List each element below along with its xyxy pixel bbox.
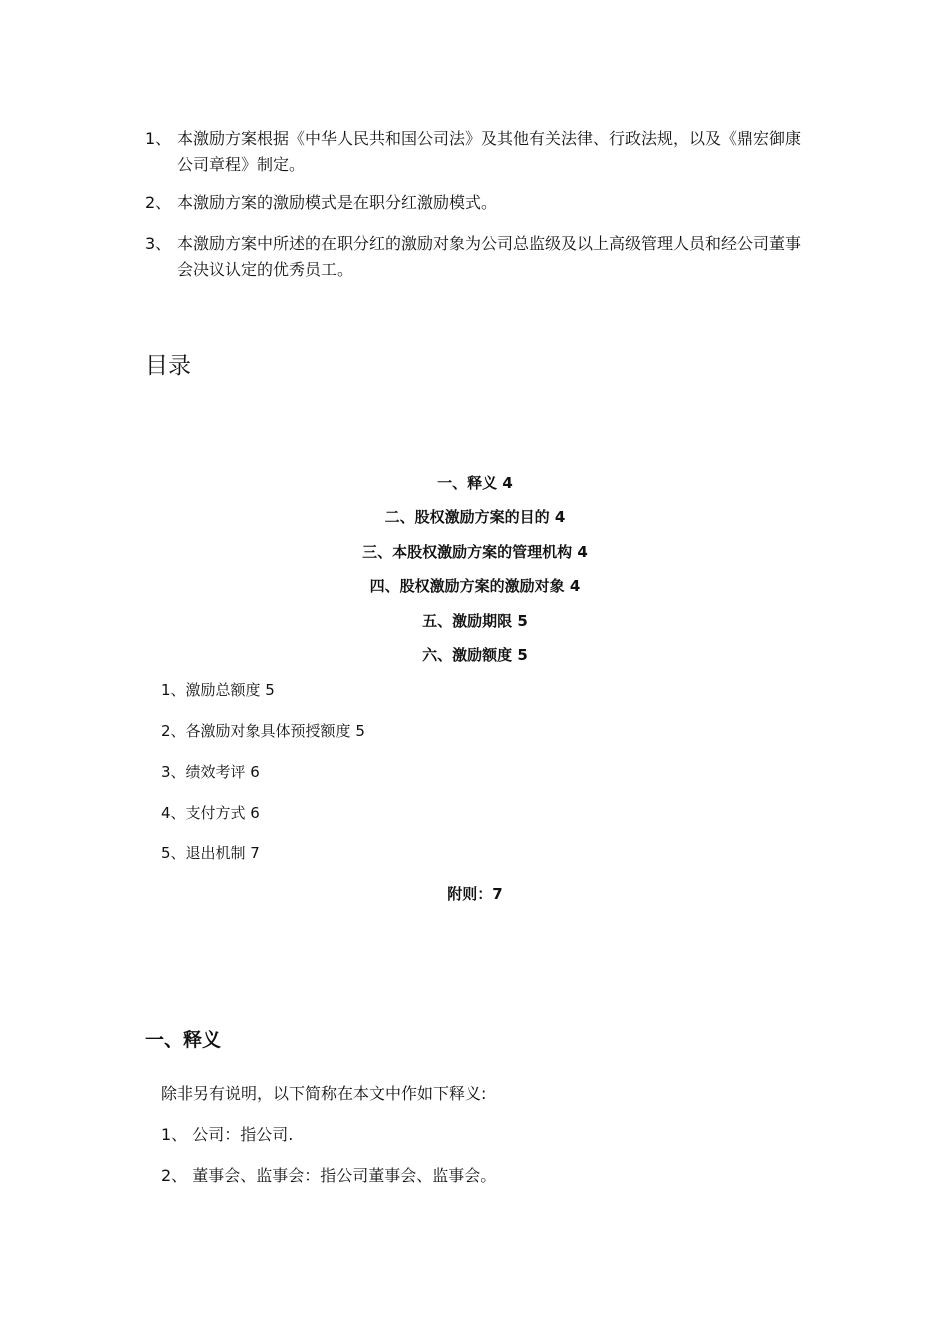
toc-sub-entry[interactable]: 4、支付方式 6 bbox=[161, 804, 260, 822]
intro-item-text: 本激励方案根据《中华人民共和国公司法》及其他有关法律、行政法规，以及《鼎宏御康公司章程》制定。 bbox=[177, 129, 802, 174]
toc-sub-entry[interactable]: 5、退出机制 7 bbox=[161, 844, 260, 862]
intro-item-number: 1、 bbox=[145, 129, 172, 148]
toc-title: 目录 bbox=[145, 353, 191, 379]
intro-item bbox=[145, 190, 810, 216]
toc-entry[interactable]: 四、股权激励方案的激励对象 4 bbox=[369, 577, 581, 595]
toc-appendix-entry[interactable]: 附则：7 bbox=[447, 885, 503, 903]
intro-item bbox=[145, 231, 810, 283]
intro-item-text: 本激励方案中所述的在职分红的激励对象为公司总监级及以上高级管理人员和经公司董事会决议认定的优秀员工。 bbox=[177, 234, 802, 279]
intro-item-number: 2、 bbox=[145, 193, 172, 212]
toc-sub-entry[interactable]: 3、绩效考评 6 bbox=[161, 763, 260, 781]
toc-entry[interactable]: 一、释义 4 bbox=[437, 474, 513, 492]
toc-entry[interactable]: 五、激励期限 5 bbox=[422, 612, 528, 630]
toc-entry[interactable]: 三、本股权激励方案的管理机构 4 bbox=[362, 543, 588, 561]
toc-entry[interactable]: 二、股权激励方案的目的 4 bbox=[384, 508, 566, 526]
section-intro-text: 除非另有说明，以下简称在本文中作如下释义: bbox=[161, 1084, 487, 1103]
definition-item: 2、 董事会、监事会：指公司董事会、监事会。 bbox=[161, 1166, 497, 1185]
toc-sub-entry[interactable]: 2、各激励对象具体预授额度 5 bbox=[161, 722, 365, 740]
section-heading: 一、释义 bbox=[145, 1029, 222, 1051]
toc-sub-entry[interactable]: 1、激励总额度 5 bbox=[161, 681, 275, 699]
intro-item-number: 3、 bbox=[145, 234, 172, 253]
toc-entry[interactable]: 六、激励额度 5 bbox=[422, 646, 528, 664]
definition-item: 1、 公司：指公司. bbox=[161, 1125, 294, 1144]
intro-item-text: 本激励方案的激励模式是在职分红激励模式。 bbox=[177, 193, 498, 212]
intro-item bbox=[145, 126, 810, 178]
